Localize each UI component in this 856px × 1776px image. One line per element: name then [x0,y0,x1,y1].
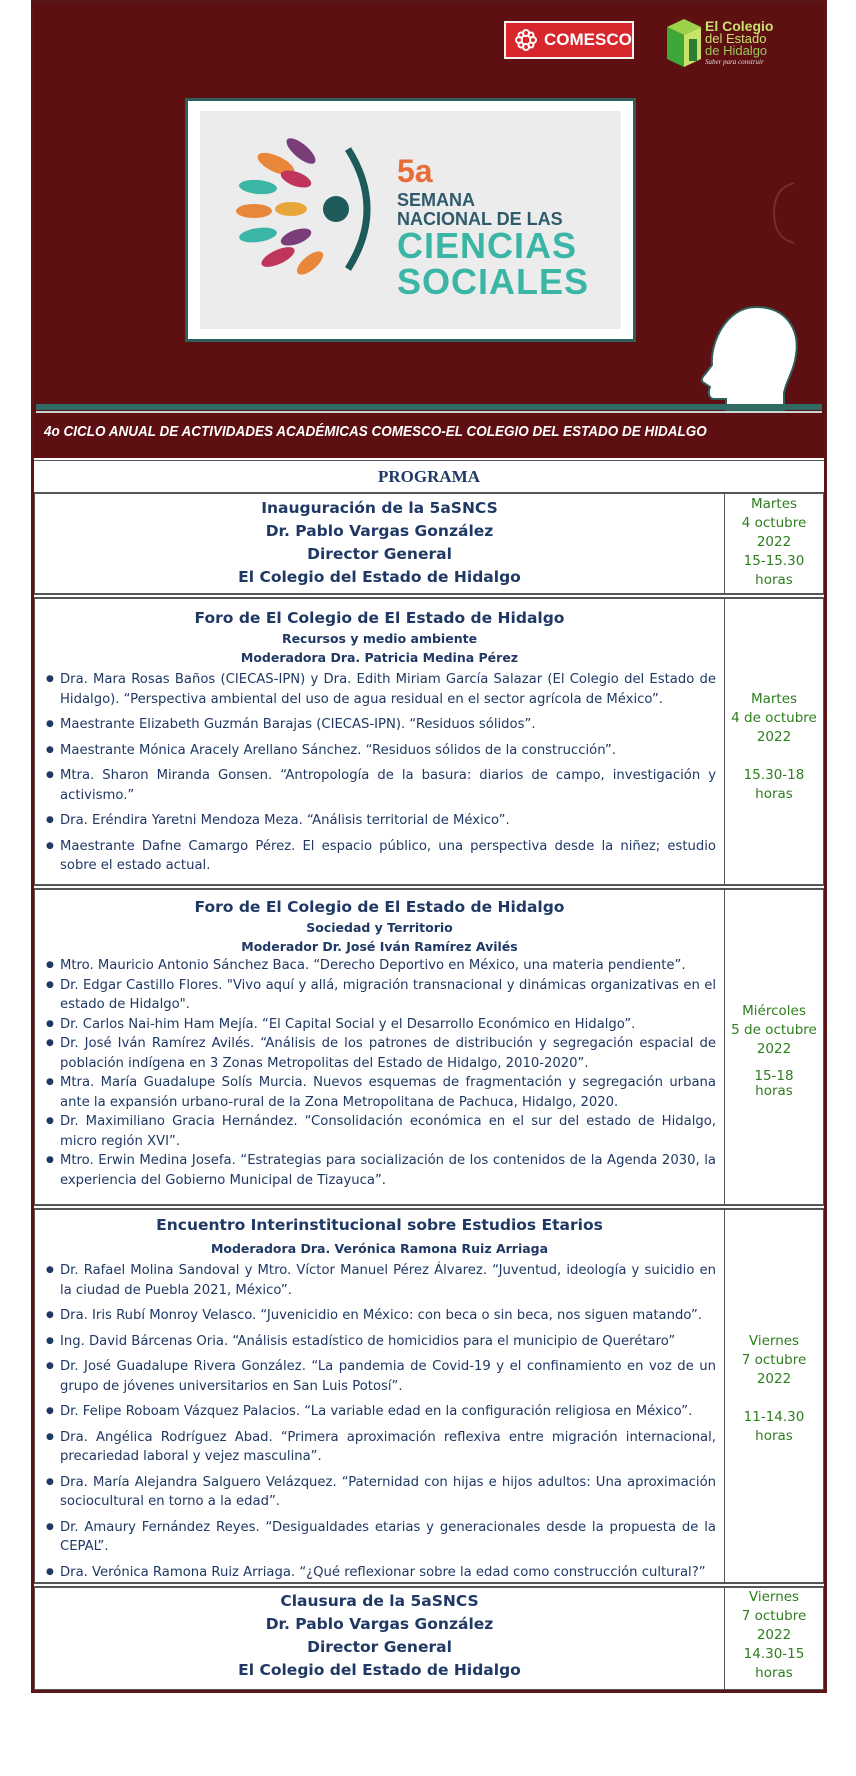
program-frame [31,0,827,1693]
time-year: 2022 [756,1041,792,1057]
colegio-line3: de Hidalgo [705,43,768,58]
time-hours: 11-14.30 [743,1409,805,1425]
time-hours: 15-15.30 [743,553,805,569]
inauguration-details [35,493,725,593]
time-unit: horas [755,1428,793,1444]
event-number: 5a [397,153,433,189]
inauguration-line4: El Colegio del Estado de Hidalgo [238,568,521,586]
forum-subtitle: Sociedad y Territorio [306,920,453,935]
list-item: ● Dr. Rafael Molina Sandoval y Mtro. Víctor Manuel Pérez Álvarez. “Juventud, ideología y suicidio en la ciudad de Puebla 2021, México”. [60,1261,716,1300]
time-day: Martes [750,691,798,707]
colegio-tagline: Saber para construir [705,58,764,66]
time-year: 2022 [756,534,792,550]
closing-time [725,1588,823,1689]
inauguration-section [34,492,824,594]
list-item: ● Dra. Verónica Ramona Ruiz Arriaga. “¿Qué reflexionar sobre la edad como construcción cultural?” [60,1563,716,1583]
list-item: ● Mtro. Mauricio Antonio Sánchez Baca. “Derecho Deportivo en México, una materia pendiente”. [60,956,716,976]
list-item: ● Dr. Edgar Castillo Flores. "Vivo aquí y allá, migración transnacional y dinámicas organizativas en el estado de Hidalgo". [60,976,716,1015]
age-studies-details [35,1210,725,1582]
encounter-moderator: Moderadora Dra. Verónica Ramona Ruiz Arriaga [210,1241,549,1256]
event-line1: SEMANA [397,190,476,210]
time-hours: 15.30-18 [743,767,805,783]
encounter-title: Encuentro Interinstitucional sobre Estudios Etarios [156,1216,603,1234]
list-item: ● Dra. Iris Rubí Monroy Velasco. “Juvenicidio en México: con beca o sin beca, nos siguen matando”. [60,1306,716,1326]
list-item: ● Dr. Carlos Nai-him Ham Mejía. “El Capital Social y el Desarrollo Económico en Hidalgo”. [60,1015,716,1035]
time-date: 4 octubre [741,515,807,531]
list-item: ● Maestrante Dafne Camargo Pérez. El espacio público, una perspectiva desde la niñez; estudio sobre el estado actual. [60,837,716,876]
list-item: ● Dr. Felipe Roboam Vázquez Palacios. “La variable edad en la configuración religiosa en México”. [60,1402,716,1422]
comesco-flower-icon [515,29,537,51]
event-logo [200,111,621,329]
time-date: 7 octubre [741,1608,807,1624]
event-line4: SOCIALES [397,261,590,302]
time-unit: horas [755,1665,793,1681]
closing-line2: Dr. Pablo Vargas González [265,1615,494,1633]
list-item: ● Mtro. Erwin Medina Josefa. “Estrategias para socialización de los contenidos de la Agenda 2030, la experiencia del Gobierno Municipal de Tizayuca”. [60,1151,716,1190]
head-silhouette-icon [696,303,802,415]
colegio-line1: El Colegio [705,18,774,34]
closing-line4: El Colegio del Estado de Hidalgo [238,1661,521,1679]
age-studies-section [34,1209,824,1583]
inauguration-time [725,493,823,595]
forum-territory-details [35,890,725,1204]
time-unit: horas [755,572,793,588]
time-year: 2022 [756,1627,792,1643]
closing-line1: Clausura de la 5aSNCS [280,1592,479,1610]
list-item: ● Mtra. María Guadalupe Solís Murcia. Nuevos esquemas de fragmentación y segregación urbana ante la expansión urbano-rural de la Zona Metropolitana de Pachuca, Hidalgo, 2020. [60,1073,716,1112]
speaker-list [35,1261,724,1582]
time-day: Viernes [748,1333,800,1349]
banner-divider-light [36,411,822,413]
event-line3: CIENCIAS [397,225,578,266]
event-line2: NACIONAL DE LAS [397,209,563,229]
list-item: ● Dra. Angélica Rodríguez Abad. “Primera aproximación reflexiva entre migración internacional, precariedad laboral y vejez masculina”. [60,1428,716,1467]
programa-heading: PROGRAMA [34,460,824,494]
banner-divider [36,404,822,410]
header-banner [34,3,824,458]
list-item: ● Maestrante Mónica Aracely Arellano Sánchez. “Residuos sólidos de la construcción”. [60,741,716,761]
forum-territory-section [34,889,824,1205]
colegio-cube-icon [665,17,703,69]
cycle-title: 4o CICLO ANUAL DE ACTIVIDADES ACADÉMICAS COMESCO-EL COLEGIO DEL ESTADO DE HIDALGO [44,423,707,440]
time-year: 2022 [756,1371,792,1387]
time-hours: 15-18 [754,1068,794,1084]
time-day: Martes [750,496,798,512]
time-day: Miércoles [742,1003,806,1019]
list-item: ● Mtra. Sharon Miranda Gonsen. “Antropología de la basura: diarios de campo, investigación y activismo.” [60,766,716,805]
time-date: 7 octubre [741,1352,807,1368]
time-year: 2022 [756,729,792,745]
colegio-logo [665,15,780,71]
forum-environment-details [35,599,725,884]
forum-title: Foro de El Colegio de El Estado de Hidalgo [194,898,565,916]
forum-moderator: Moderador Dr. José Iván Ramírez Avilés [241,939,518,954]
comesco-label: COMESCO [544,30,632,49]
speaker-list [35,956,724,1190]
forum-title: Foro de El Colegio de El Estado de Hidalgo [194,609,565,627]
time-date: 5 de octubre [731,1022,817,1038]
list-item: ● Dr. Amaury Fernández Reyes. “Desigualdades etarias y generacionales desde la propuesta de la CEPAL”. [60,1518,716,1557]
speaker-list [35,670,724,876]
forum-subtitle: Recursos y medio ambiente [281,631,478,646]
inauguration-line3: Director General [307,545,452,563]
time-unit: horas [755,1083,793,1099]
closing-details [35,1588,725,1689]
list-item: ● Dr. José Guadalupe Rivera González. “La pandemia de Covid-19 y el confinamiento en voz de un grupo de jóvenes universitarios en San Luis Potosí”. [60,1357,716,1396]
closing-line3: Director General [307,1638,452,1656]
list-item: ● Maestrante Elizabeth Guzmán Barajas (CIECAS-IPN). “Residuos sólidos”. [60,715,716,735]
list-item: ● Dra. Mara Rosas Baños (CIECAS-IPN) y Dra. Edith Miriam García Salazar (El Colegio del Estado de Hidalgo). “Perspectiva ambiental del uso de agua residual en el sector agrícola de México”. [60,670,716,709]
colegio-line2: del Estado [705,31,767,46]
event-logo-card [185,98,636,342]
list-item: ● Dr. José Iván Ramírez Avilés. “Análisis de los patrones de distribución y segregación espacial de población indígena en 3 Zonas Metropolitas del Estado de Hidalgo, 2010-2020”. [60,1034,716,1073]
forum-moderator: Moderadora Dra. Patricia Medina Pérez [240,650,519,665]
time-hours: 14.30-15 [743,1646,805,1662]
comesco-logo [504,21,634,59]
petals-icon [236,129,386,279]
faint-outline-icon [769,178,799,248]
time-date: 4 de octubre [731,710,817,726]
closing-section [34,1587,824,1690]
time-day: Viernes [748,1589,800,1605]
list-item: ● Dr. Maximiliano Gracia Hernández. “Consolidación económica en el sur del estado de Hidalgo, micro región XVI”. [60,1112,716,1151]
inauguration-line2: Dr. Pablo Vargas González [265,522,494,540]
inauguration-line1: Inauguración de la 5aSNCS [261,499,498,517]
list-item: ● Ing. David Bárcenas Oria. “Análisis estadístico de homicidios para el municipio de Querétaro” [60,1332,716,1352]
time-unit: horas [755,786,793,802]
list-item: ● Dra. María Alejandra Salguero Velázquez. “Paternidad con hijas e hijos adultos: Una aproximación sociocultural en torno a la edad”. [60,1473,716,1512]
forum-environment-section [34,598,824,885]
list-item: ● Dra. Eréndira Yaretni Mendoza Meza. “Análisis territorial de México”. [60,811,716,831]
